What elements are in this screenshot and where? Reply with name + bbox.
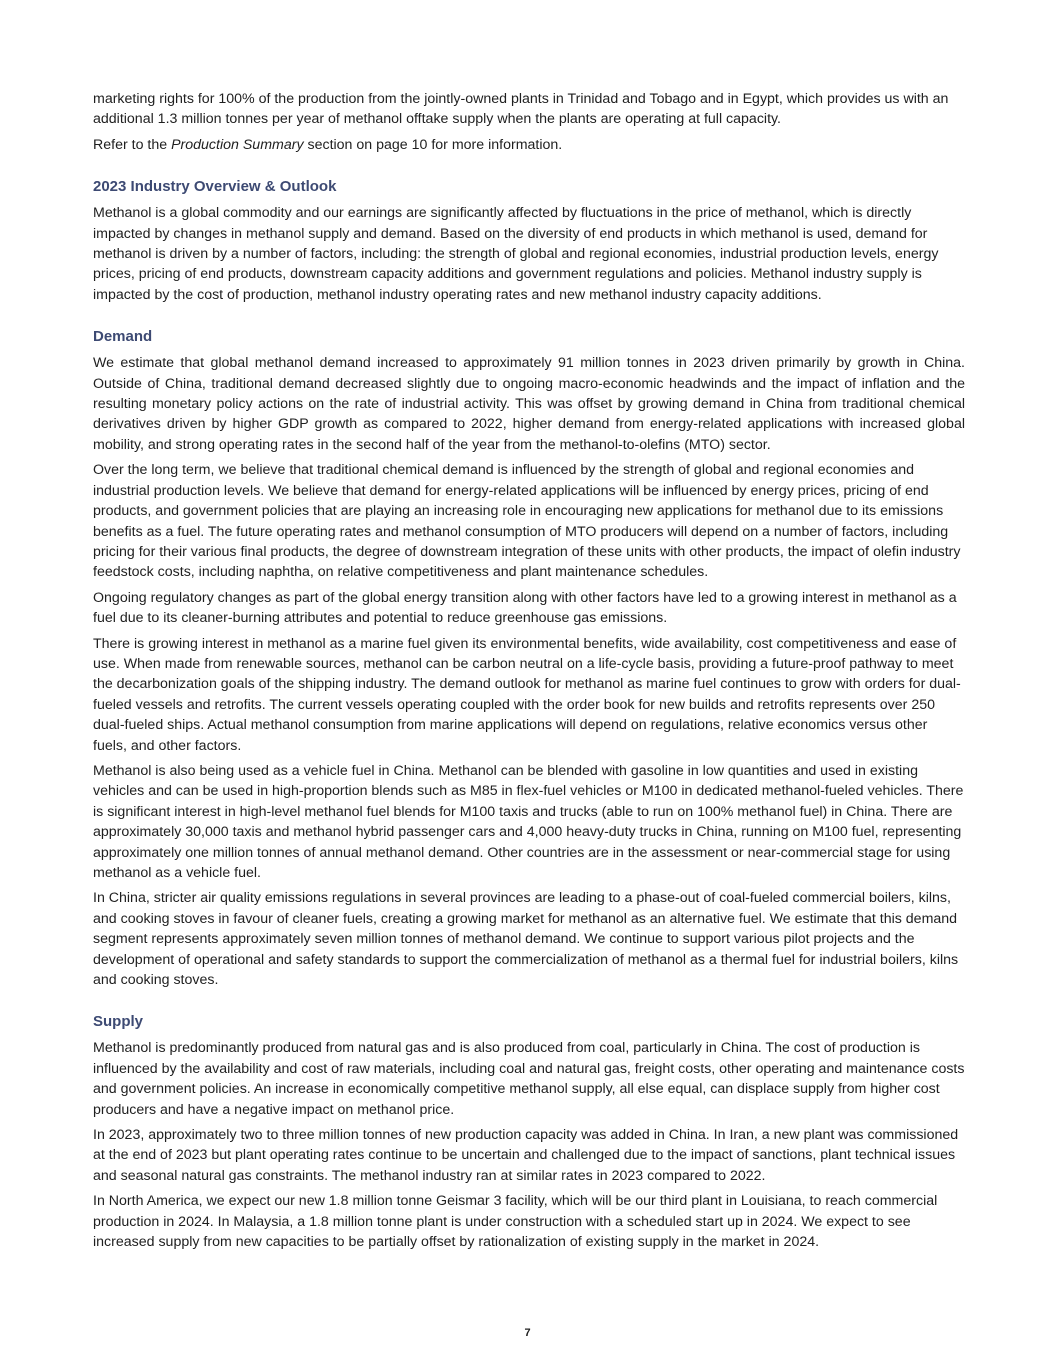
- reference-text-after: section on page 10 for more information.: [303, 136, 563, 153]
- supply-heading: Supply: [93, 1013, 144, 1031]
- document-body: [93, 89, 965, 1258]
- demand-heading: Demand: [93, 328, 153, 346]
- demand-paragraph-2: Over the long term, we believe that traditional chemical demand is influenced by the strength of global and regional economies and industrial production levels. We believe that demand for energy-related applications will be influenced by energy prices, pricing of end products, and government policies that are playing an increasing role in encouraging new applications for methanol due to its emissions benefits as a fuel. The future operating rates and methanol consumption of MTO producers will depend on a number of factors, including pricing for their various final products, the degree of downstream integration of these units with other products, the impact of olefin industry feedstock costs, including naphtha, on relative competitiveness and plant maintenance schedules.: [93, 462, 961, 581]
- overview-heading: 2023 Industry Overview & Outlook: [93, 178, 337, 196]
- page-number: 7: [524, 1327, 531, 1339]
- intro-paragraph: marketing rights for 100% of the production from the jointly-owned plants in Trinidad and Tobago and in Egypt, which provides us with an additional 1.3 million tonnes per year of methanol offtake supply when the plants are operating at full capacity.: [93, 91, 949, 128]
- demand-paragraph-6: In China, stricter air quality emissions regulations in several provinces are leading to a phase-out of coal-fueled commercial boilers, kilns, and cooking stoves in favour of cleaner fuels, creating a growing market for methanol as an alternative fuel. We estimate that this demand segment represents approximately seven million tonnes of methanol demand. We continue to support various pilot projects and the development of operational and safety standards to support the commercialization of methanol as a thermal fuel for industrial boilers, kilns and cooking stoves.: [93, 890, 959, 989]
- supply-paragraph-2: In 2023, approximately two to three million tonnes of new production capacity was added in China. In Iran, a new plant was commissioned at the end of 2023 but plant operating rates continue to be uncertain and challenged due to the impact of sanctions, plant technical issues and seasonal natural gas constraints. The methanol industry ran at similar rates in 2023 compared to 2022.: [93, 1127, 959, 1184]
- demand-paragraph-1: We estimate that global methanol demand increased to approximately 91 million tonnes in 2023 driven primarily by growth in China. Outside of China, traditional demand decreased slightly due to ongoing macro-economic headwinds and the impact of inflation and the resulting monetary policy actions on the rate of industrial activity. This was offset by growing demand in China from traditional chemical derivatives driven by higher GDP growth as compared to 2022, higher demand from energy-related applications with increased global mobility, and strong operating rates in the second half of the year from the methanol-to-olefins (MTO) sector.: [93, 355, 965, 453]
- supply-paragraph-3: In North America, we expect our new 1.8 million tonne Geismar 3 facility, which will be our third plant in Louisiana, to reach commercial production in 2024. In Malaysia, a 1.8 million tonne plant is under construction with a scheduled start up in 2024. We expect to see increased supply from new capacities to be partially offset by rationalization of existing supply in the market in 2024.: [93, 1193, 938, 1251]
- production-summary-reference: [93, 135, 965, 155]
- overview-paragraph: Methanol is a global commodity and our earnings are significantly affected by fluctuations in the price of methanol, which is directly impacted by changes in methanol supply and demand. Based on the diversity of end products in which methanol is used, demand for methanol is driven by a number of factors, including: the strength of global and regional economies, industrial production levels, energy prices, pricing of end products, downstream capacity additions and government regulations and policies. Methanol industry supply is impacted by the cost of production, methanol industry operating rates and new methanol industry capacity additions.: [93, 205, 939, 303]
- supply-paragraph-1: Methanol is predominantly produced from natural gas and is also produced from coal, particularly in China. The cost of production is influenced by the availability and cost of raw materials, including coal and natural gas, freight costs, other operating and maintenance costs and government policies. An increase in economically competitive methanol supply, all else equal, can displace supply from higher cost producers and have a negative impact on methanol price.: [93, 1040, 965, 1118]
- demand-paragraph-4: There is growing interest in methanol as a marine fuel given its environmental benefits, wide availability, cost competitiveness and ease of use. When made from renewable sources, methanol can be carbon neutral on a life-cycle basis, providing a future-proof pathway to meet the decarbonization goals of the shipping industry. The demand outlook for methanol as marine fuel continues to grow with orders for dual-fueled vessels and retrofits. The current vessels operating coupled with the order book for new builds and retrofits represents over 250 dual-fueled ships. Actual methanol consumption from marine applications will depend on regulations, relative economics versus other fuels, and other factors.: [93, 635, 961, 754]
- production-summary-link-text: Production Summary: [171, 136, 304, 153]
- demand-paragraph-3: Ongoing regulatory changes as part of the global energy transition along with other factors have led to a growing interest in methanol as a fuel due to its cleaner-burning attributes and potential to reduce greenhouse gas emissions.: [93, 589, 957, 627]
- demand-paragraph-5: Methanol is also being used as a vehicle fuel in China. Methanol can be blended with gasoline in low quantities and used in existing vehicles and can be used in high-proportion blends such as M85 in flex-fuel vehicles or M100 in dedicated methanol-fueled vehicles. There is significant interest in high-level methanol fuel blends for M100 taxis and trucks (able to run on 100% methanol fuel) in China. There are approximately 30,000 taxis and methanol hybrid passenger cars and 4,000 heavy-duty trucks in China, running on M100 fuel, representing approximately one million tonnes of annual methanol demand. Other countries are in the assessment or near-commercial stage for using methanol as a vehicle fuel.: [93, 762, 964, 881]
- reference-text-before: Refer to the: [93, 136, 172, 153]
